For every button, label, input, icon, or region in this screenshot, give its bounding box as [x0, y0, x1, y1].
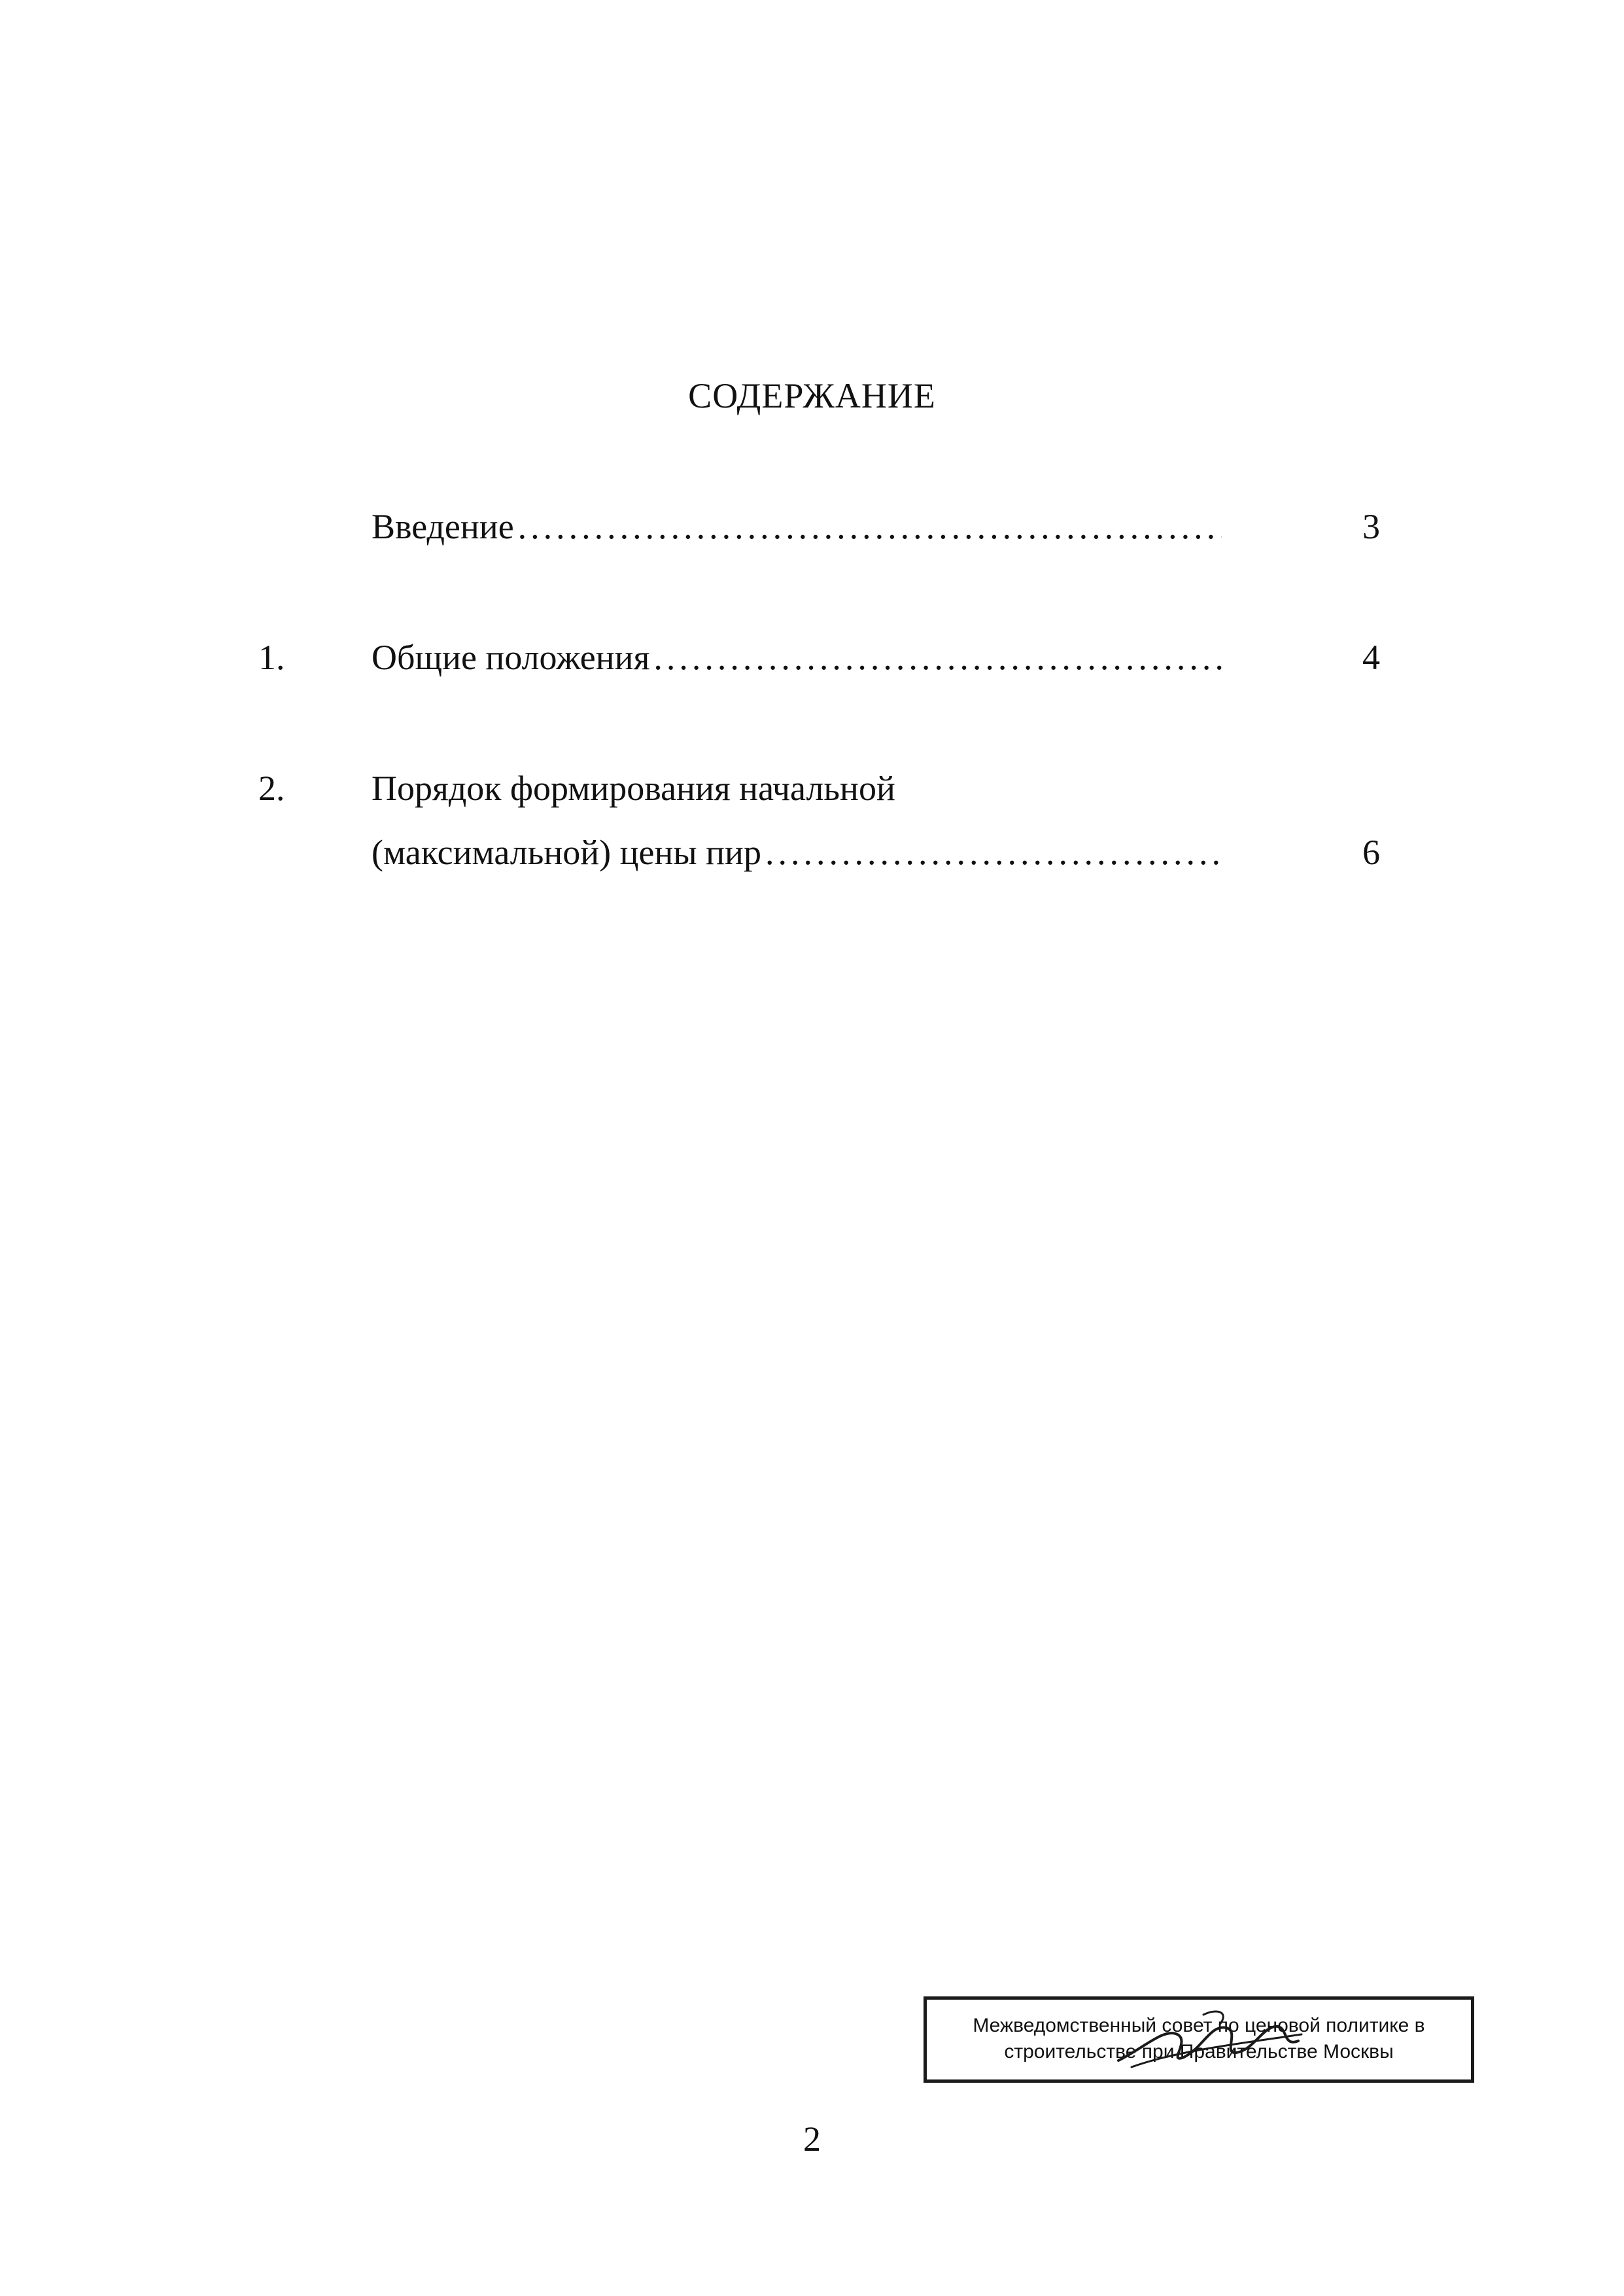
toc-entry-label-line1[interactable]: Порядок формирования начальной — [371, 769, 895, 808]
toc-entry-label: (максимальной) цены пир — [371, 833, 761, 872]
signature-icon — [1105, 1989, 1315, 2087]
dot-leader — [653, 635, 1222, 680]
stamp-line-1: Межведомственный совет по ценовой политике в — [973, 2015, 1425, 2036]
toc-page-number: 3 — [1362, 507, 1380, 546]
toc-page-number: 6 — [1362, 833, 1380, 872]
page-number: 2 — [803, 2119, 821, 2159]
toc-entry-label: Общие положения — [371, 638, 650, 677]
toc-entry-general[interactable] — [371, 635, 1222, 680]
toc-entry-number: 2. — [258, 769, 285, 808]
dot-leader — [765, 829, 1222, 875]
page-title: СОДЕРЖАНИЕ — [688, 376, 936, 415]
toc-entry-number: 1. — [258, 638, 285, 677]
toc-entry-label: Введение — [371, 507, 514, 546]
toc-entry-pricing[interactable] — [371, 829, 1222, 875]
toc-entry-intro[interactable] — [371, 504, 1222, 549]
dot-leader — [518, 504, 1222, 549]
stamp-line-2: строительстве при Правительстве Москвы — [1004, 2041, 1394, 2062]
toc-page-number: 4 — [1362, 638, 1380, 677]
